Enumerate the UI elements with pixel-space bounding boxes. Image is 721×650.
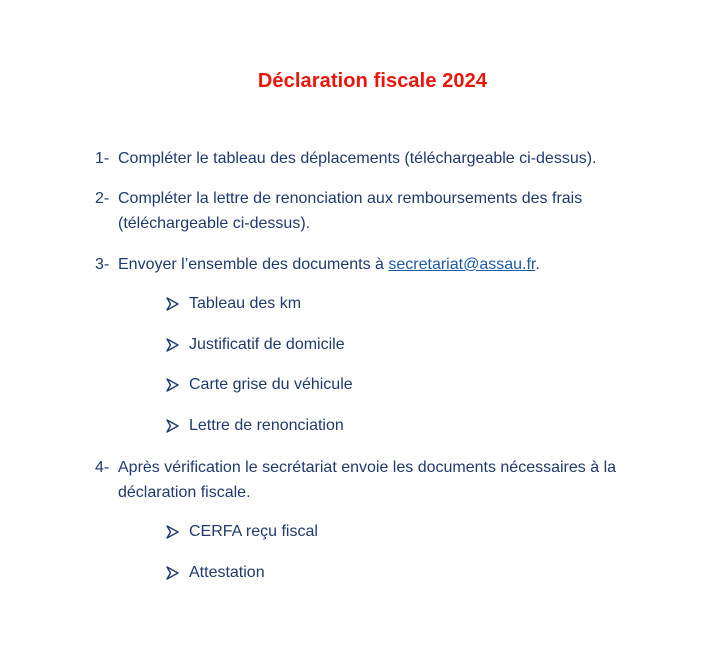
arrow-bullet-icon xyxy=(166,525,179,539)
list-item-text: CERFA reçu fiscal xyxy=(189,523,318,540)
list-item-text: Tableau des km xyxy=(189,295,302,312)
step-text: Après vérification le secrétariat envoie les documents nécessaires à la déclaration fiscale. xyxy=(118,459,617,501)
arrow-bullet-icon xyxy=(166,297,179,311)
arrow-bullet-icon xyxy=(166,378,179,392)
arrow-bullet-icon xyxy=(166,566,179,580)
list-item-lettre xyxy=(166,415,344,437)
step-4 xyxy=(95,455,655,505)
step-text-after: . xyxy=(535,256,540,273)
step-3 xyxy=(95,252,655,277)
step-text: Compléter le tableau des déplacements (téléchargeable ci-dessus). xyxy=(118,150,597,167)
list-item-attestation xyxy=(166,562,265,584)
list-item-text: Carte grise du véhicule xyxy=(189,376,353,393)
page-title: Déclaration fiscale 2024 xyxy=(257,70,488,92)
step-1 xyxy=(95,146,655,171)
step-text: Compléter la lettre de renonciation aux remboursements des frais (téléchargeable ci-dessus). xyxy=(118,190,583,232)
step-number: 3- xyxy=(95,256,110,273)
list-item-justificatif xyxy=(166,334,345,356)
list-item-text: Justificatif de domicile xyxy=(189,336,345,353)
step-number: 4- xyxy=(95,459,110,476)
list-item-carte-grise xyxy=(166,374,353,396)
email-link[interactable]: secretariat@assau.fr xyxy=(388,256,536,273)
step-text-before: Envoyer l’ensemble des documents à xyxy=(118,256,389,273)
list-item-text: Attestation xyxy=(189,564,265,581)
arrow-bullet-icon xyxy=(166,419,179,433)
list-item-cerfa xyxy=(166,521,318,543)
arrow-bullet-icon xyxy=(166,338,179,352)
list-item-text: Lettre de renonciation xyxy=(189,417,344,434)
step-2 xyxy=(95,186,655,236)
step-number: 2- xyxy=(95,190,110,207)
list-item-tableau xyxy=(166,293,301,315)
step-text xyxy=(118,252,655,277)
step-number: 1- xyxy=(95,150,110,167)
